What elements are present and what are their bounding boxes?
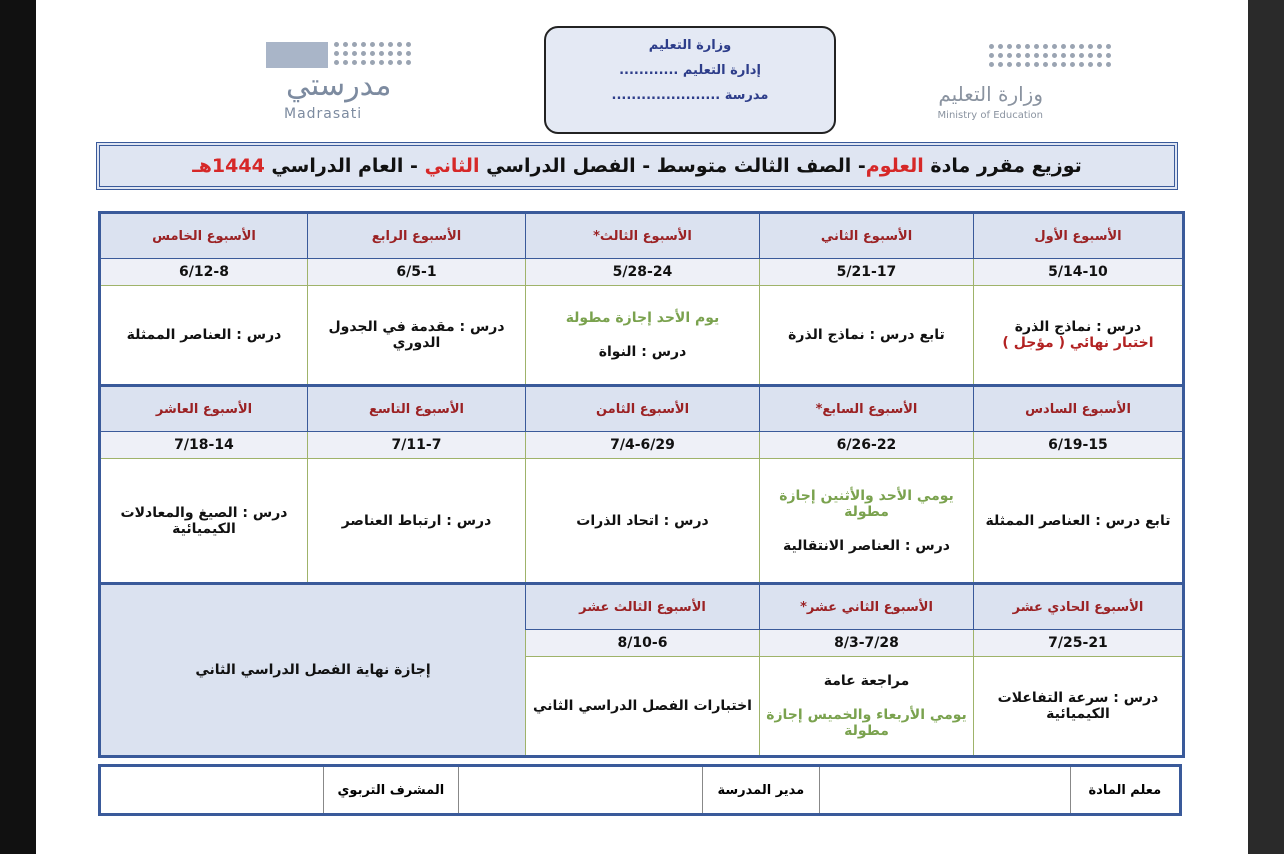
week-dates: 8/10-6 xyxy=(526,630,760,657)
week-name: الأسبوع الرابع xyxy=(308,213,526,259)
week-header-row xyxy=(100,584,1184,630)
supervisor-label: المشرف التربوي xyxy=(323,766,458,815)
lesson-cell: اختبارات الفصل الدراسي الثاني xyxy=(526,657,760,757)
week-dates: 6/26-22 xyxy=(760,432,974,459)
teacher-label: معلم المادة xyxy=(1070,766,1180,815)
week-name: الأسبوع الثالث عشر xyxy=(526,584,760,630)
week-dates: 6/12-8 xyxy=(100,259,308,286)
week-dates: 7/18-14 xyxy=(100,432,308,459)
school-line: مدرسة ...................... xyxy=(611,88,769,103)
madrasati-logo xyxy=(266,40,421,122)
lesson-cell: تابع درس : نماذج الذرة xyxy=(760,286,974,386)
principal-signature-field[interactable] xyxy=(459,766,703,815)
title-subject: العلوم xyxy=(865,155,924,177)
week-dates: 8/3-7/28 xyxy=(760,630,974,657)
week-dates: 5/21-17 xyxy=(760,259,974,286)
holiday-note: يومي الأربعاء والخميس إجازة مطولة xyxy=(766,707,967,739)
ministry-logo xyxy=(931,44,1111,124)
lesson-cell xyxy=(526,286,760,386)
week-dates: 5/14-10 xyxy=(974,259,1184,286)
week-header-row xyxy=(100,213,1184,259)
title-term: الثاني xyxy=(424,155,480,177)
lesson-cell xyxy=(760,657,974,757)
lesson-text: درس : النواة xyxy=(598,344,687,360)
logo-latin: Ministry of Education xyxy=(937,110,1043,121)
week-name: الأسبوع السابع* xyxy=(760,386,974,432)
holiday-note: يومي الأحد والأثنين إجازة مطولة xyxy=(779,487,954,520)
logo-bar xyxy=(266,42,328,68)
principal-label: مدير المدرسة xyxy=(702,766,819,815)
week-name: الأسبوع الحادي عشر xyxy=(974,584,1184,630)
end-of-term-holiday: إجازة نهاية الفصل الدراسي الثاني xyxy=(100,584,526,757)
lesson-cell: درس : العناصر الممثلة xyxy=(100,286,308,386)
week-name: الأسبوع الثاني عشر* xyxy=(760,584,974,630)
lesson-cell xyxy=(760,459,974,584)
week-dates: 6/5-1 xyxy=(308,259,526,286)
screen-edge xyxy=(1248,0,1284,854)
lesson-cell: درس : مقدمة في الجدول الدوري xyxy=(308,286,526,386)
week-dates: 5/28-24 xyxy=(526,259,760,286)
week-name: الأسبوع الأول xyxy=(974,213,1184,259)
week-name: الأسبوع الثاني xyxy=(760,213,974,259)
logo-latin: Madrasati xyxy=(284,106,363,122)
supervisor-signature-field[interactable] xyxy=(100,766,324,815)
dates-row xyxy=(100,432,1184,459)
lesson-cell: تابع درس : العناصر الممثلة xyxy=(974,459,1184,584)
dots-pattern-icon xyxy=(989,44,1111,67)
title-year: 1444هـ xyxy=(192,155,265,177)
week-dates: 7/25-21 xyxy=(974,630,1184,657)
lesson-text: درس : العناصر الانتقالية xyxy=(783,537,950,554)
lesson-cell: درس : ارتباط العناصر xyxy=(308,459,526,584)
week-name: الأسبوع الثالث* xyxy=(526,213,760,259)
holiday-note: يوم الأحد إجازة مطولة xyxy=(565,310,720,326)
title-text: - الصف الثالث متوسط - الفصل الدراسي xyxy=(479,155,866,177)
week-dates: 7/4-6/29 xyxy=(526,432,760,459)
week-name: الأسبوع السادس xyxy=(974,386,1184,432)
week-dates: 6/19-15 xyxy=(974,432,1184,459)
lesson-note: اختبار نهائي ( مؤجل ) xyxy=(1002,335,1154,351)
lesson-cell: درس : سرعة التفاعلات الكيميائية xyxy=(974,657,1184,757)
dots-pattern-icon xyxy=(334,42,411,65)
dates-row xyxy=(100,259,1184,286)
page-title xyxy=(96,142,1178,190)
lesson-text: مراجعة عامة xyxy=(823,673,910,689)
logo-arabic: مدرستي xyxy=(286,68,392,103)
teacher-signature-field[interactable] xyxy=(820,766,1071,815)
lessons-row xyxy=(100,459,1184,584)
week-name: الأسبوع التاسع xyxy=(308,386,526,432)
schedule-table xyxy=(98,211,1185,758)
lessons-row xyxy=(100,286,1184,386)
week-name: الأسبوع العاشر xyxy=(100,386,308,432)
ministry-info-box xyxy=(544,26,836,134)
lesson-cell xyxy=(974,286,1184,386)
week-name: الأسبوع الثامن xyxy=(526,386,760,432)
title-text: - العام الدراسي xyxy=(264,155,425,177)
signature-table xyxy=(98,764,1182,816)
week-name: الأسبوع الخامس xyxy=(100,213,308,259)
logo-arabic: وزارة التعليم xyxy=(938,82,1043,106)
directorate-line: إدارة التعليم ............ xyxy=(619,63,761,78)
lesson-cell: درس : اتحاد الذرات xyxy=(526,459,760,584)
ministry-line: وزارة التعليم xyxy=(648,38,732,53)
title-text: توزيع مقرر مادة xyxy=(923,155,1082,177)
lesson-cell: درس : الصيغ والمعادلات الكيميائية xyxy=(100,459,308,584)
lesson-text: درس : نماذج الذرة xyxy=(1014,319,1142,335)
week-header-row xyxy=(100,386,1184,432)
week-dates: 7/11-7 xyxy=(308,432,526,459)
